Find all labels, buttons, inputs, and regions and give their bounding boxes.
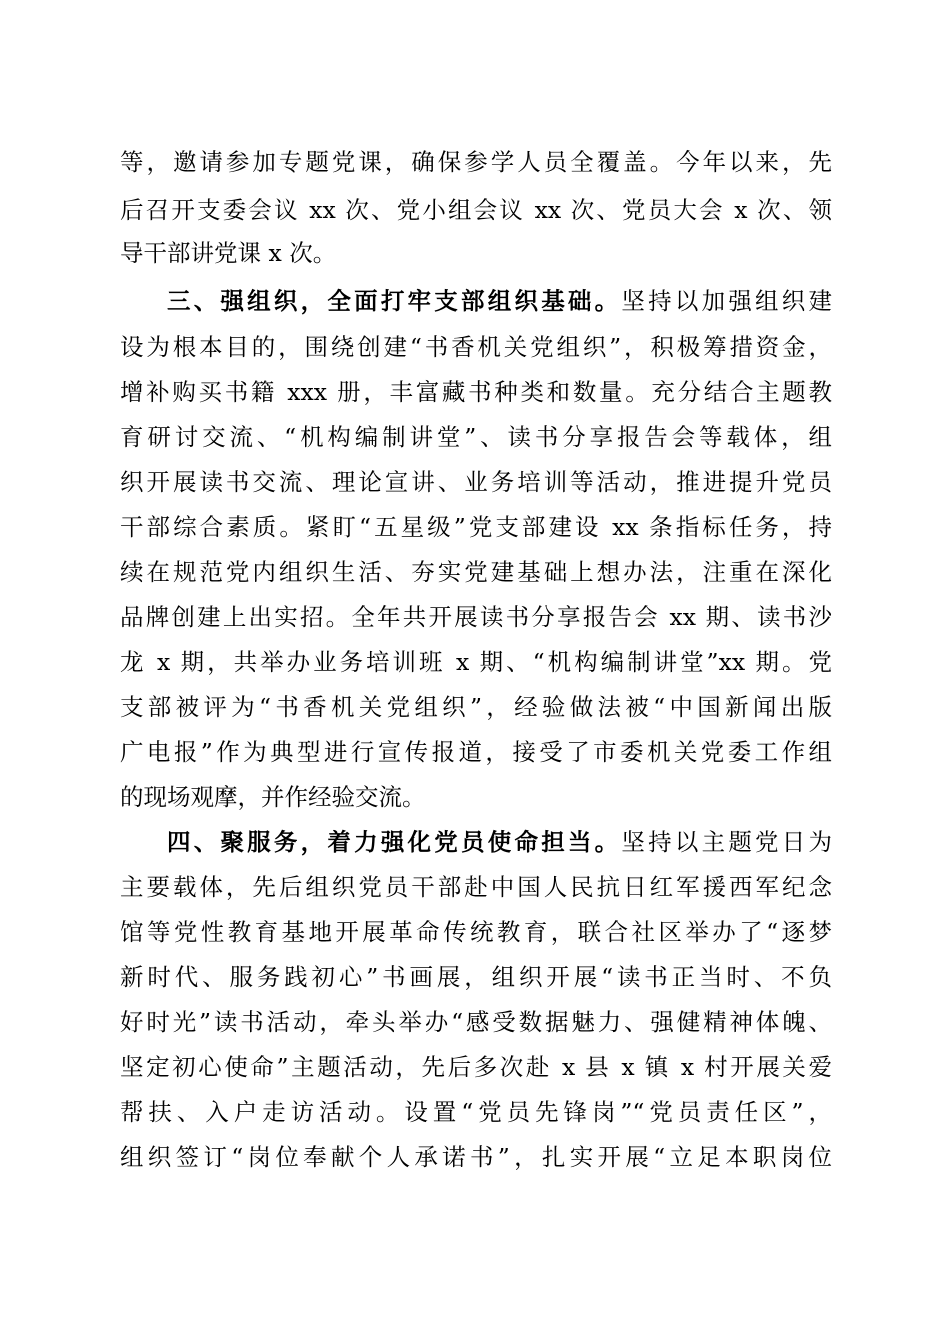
section-heading: 三、强组织，全面打牢支部组织基础。 bbox=[167, 287, 622, 315]
text-line bbox=[120, 552, 832, 592]
text-line bbox=[120, 327, 832, 367]
line-text: 龙 x 期，共举办业务培训班 x 期、“机构编制讲堂”xx 期。党 bbox=[120, 648, 832, 676]
text-line bbox=[120, 372, 832, 412]
text-line bbox=[120, 777, 832, 817]
line-text: 帮扶、入户走访活动。设置“党员先锋岗”“党员责任区”， bbox=[120, 1098, 832, 1126]
line-text: 的现场观摩，并作经验交流。 bbox=[120, 783, 426, 811]
text-line bbox=[120, 597, 832, 637]
line-text: 坚持以主题党日为 bbox=[621, 828, 833, 856]
section-heading-line bbox=[167, 281, 832, 321]
line-text: 馆等党性教育基地开展革命传统教育，联合社区举办了“逐梦 bbox=[120, 918, 832, 946]
line-text: 增补购买书籍 xxx 册，丰富藏书种类和数量。充分结合主题教 bbox=[120, 378, 832, 406]
line-text: 新时代、服务践初心”书画展，组织开展“读书正当时、不负 bbox=[120, 963, 832, 991]
line-text: 干部综合素质。紧盯“五星级”党支部建设 xx 条指标任务，持 bbox=[120, 513, 832, 541]
line-text: 组织签订“岗位奉献个人承诺书”，扎实开展“立足本职岗位 bbox=[120, 1143, 832, 1171]
line-text: 坚定初心使命”主题活动，先后多次赴 x 县 x 镇 x 村开展关爱 bbox=[120, 1053, 832, 1081]
text-line bbox=[120, 1002, 832, 1042]
text-line bbox=[120, 233, 832, 273]
text-line bbox=[120, 642, 832, 682]
section-heading-line bbox=[167, 822, 832, 862]
text-line bbox=[120, 732, 832, 772]
line-text: 广电报”作为典型进行宣传报道，接受了市委机关党委工作组 bbox=[120, 738, 832, 766]
line-text: 后召开支委会议 xx 次、党小组会议 xx 次、党员大会 x 次、领 bbox=[120, 196, 832, 224]
line-text: 品牌创建上出实招。全年共开展读书分享报告会 xx 期、读书沙 bbox=[120, 603, 832, 631]
text-line bbox=[120, 417, 832, 457]
line-text: 续在规范党内组织生活、夯实党建基础上想办法，注重在深化 bbox=[120, 558, 832, 586]
line-text: 坚持以加强组织建 bbox=[621, 287, 833, 315]
text-line bbox=[120, 462, 832, 502]
text-line bbox=[120, 867, 832, 907]
text-line bbox=[120, 1047, 832, 1087]
line-text: 导干部讲党课 x 次。 bbox=[120, 239, 337, 267]
text-line bbox=[120, 1092, 832, 1132]
text-line bbox=[120, 507, 832, 547]
line-text: 育研讨交流、“机构编制讲堂”、读书分享报告会等载体，组 bbox=[120, 423, 832, 451]
text-line bbox=[120, 142, 832, 182]
text-line bbox=[120, 687, 832, 727]
section-heading: 四、聚服务，着力强化党员使命担当。 bbox=[167, 828, 622, 856]
line-text: 等，邀请参加专题党课，确保参学人员全覆盖。今年以来，先 bbox=[120, 148, 832, 176]
line-text: 支部被评为“书香机关党组织”，经验做法被“中国新闻出版 bbox=[120, 693, 832, 721]
line-text: 设为根本目的，围绕创建“书香机关党组织”，积极筹措资金， bbox=[120, 333, 832, 361]
line-text: 好时光”读书活动，牵头举办“感受数据魅力、强健精神体魄、 bbox=[120, 1008, 832, 1036]
text-line bbox=[120, 1137, 832, 1177]
text-line bbox=[120, 912, 832, 952]
text-line bbox=[120, 957, 832, 997]
line-text: 主要载体，先后组织党员干部赴中国人民抗日红军援西军纪念 bbox=[120, 873, 832, 901]
text-line bbox=[120, 190, 832, 230]
line-text: 织开展读书交流、理论宣讲、业务培训等活动，推进提升党员 bbox=[120, 468, 832, 496]
